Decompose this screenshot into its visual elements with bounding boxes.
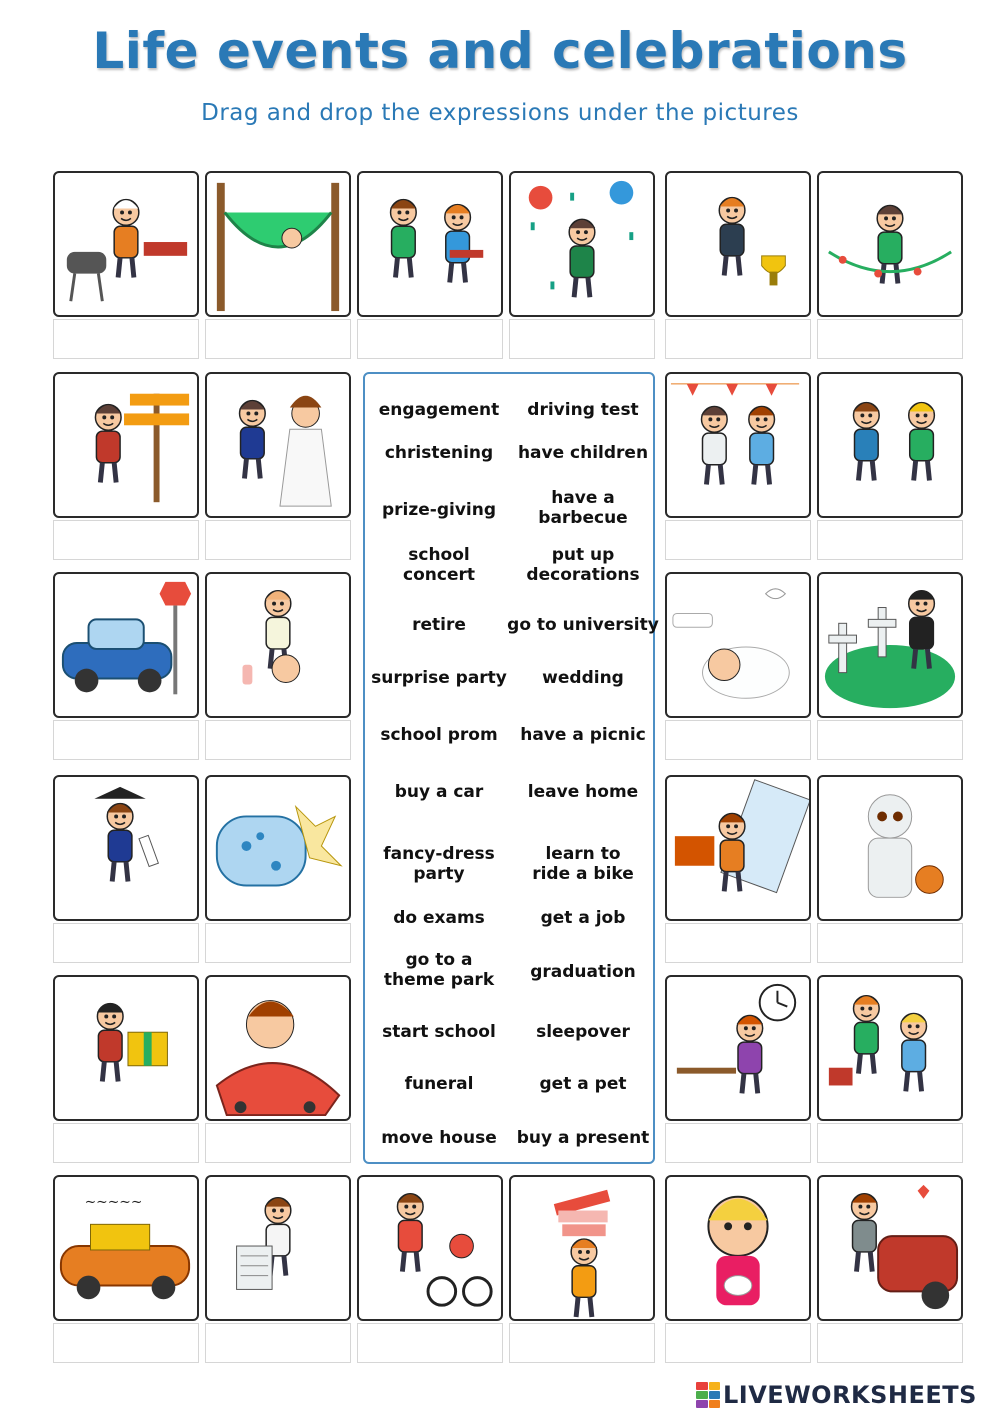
draggable-expression[interactable]: have a picnic	[520, 725, 646, 745]
draggable-expression[interactable]: leave home	[527, 782, 639, 802]
answer-drop-zone[interactable]	[665, 1323, 811, 1363]
answer-drop-zone[interactable]	[53, 1323, 199, 1363]
concert-icon	[359, 173, 501, 315]
draggable-expression[interactable]: have a barbecue	[538, 488, 628, 528]
proposal-icon	[819, 374, 961, 516]
picture-card	[817, 975, 963, 1121]
answer-drop-zone[interactable]	[509, 1323, 655, 1363]
picture-card	[205, 1175, 351, 1321]
draggable-expression[interactable]: retire	[412, 615, 466, 635]
pet-icon	[667, 1177, 809, 1319]
graduation-icon	[55, 777, 197, 919]
newspaper-job-icon	[207, 1177, 349, 1319]
answer-drop-zone[interactable]	[53, 319, 199, 359]
draggable-expression[interactable]: put up decorations	[526, 545, 640, 585]
theme-park-ride-icon	[207, 977, 349, 1119]
family-picnic-icon	[819, 977, 961, 1119]
answer-drop-zone[interactable]	[205, 720, 351, 760]
draggable-expression[interactable]: driving test	[527, 400, 639, 420]
answer-drop-zone[interactable]	[357, 1323, 503, 1363]
answer-drop-zone[interactable]	[665, 923, 811, 963]
wedding-couple-icon	[207, 374, 349, 516]
picture-card	[665, 1175, 811, 1321]
liveworksheets-icon	[696, 1382, 720, 1408]
picture-card	[817, 1175, 963, 1321]
picture-card	[817, 171, 963, 317]
answer-drop-zone[interactable]	[817, 720, 963, 760]
picture-card	[205, 372, 351, 518]
school-signpost-icon	[55, 374, 197, 516]
picture-card	[357, 1175, 503, 1321]
answer-drop-zone[interactable]	[817, 319, 963, 359]
answer-drop-zone[interactable]	[665, 319, 811, 359]
page-title: Life events and celebrations	[92, 22, 908, 80]
picture-card	[205, 171, 351, 317]
draggable-expression[interactable]: move house	[381, 1128, 497, 1148]
draggable-expression[interactable]: prize-giving	[381, 500, 497, 520]
prom-couple-icon	[667, 374, 809, 516]
draggable-expression[interactable]: buy a car	[394, 782, 484, 802]
picture-card	[817, 775, 963, 921]
decorations-icon	[819, 173, 961, 315]
draggable-expression[interactable]: graduation	[530, 962, 636, 982]
crying-baby-icon	[207, 574, 349, 716]
draggable-expression[interactable]: go to university	[507, 615, 659, 635]
answer-drop-zone[interactable]	[817, 1123, 963, 1163]
picture-card	[53, 775, 199, 921]
car-driving-icon	[55, 574, 197, 716]
picture-card	[665, 975, 811, 1121]
answer-drop-zone[interactable]	[817, 520, 963, 560]
mummy-costume-icon	[819, 777, 961, 919]
party-confetti-icon	[511, 173, 653, 315]
answer-drop-zone[interactable]	[205, 923, 351, 963]
picture-card	[53, 171, 199, 317]
draggable-expression[interactable]: funeral	[404, 1074, 474, 1094]
draggable-expression[interactable]: school concert	[403, 545, 475, 585]
hammock-icon	[207, 173, 349, 315]
picture-card	[665, 572, 811, 718]
draggable-expression[interactable]: buy a present	[516, 1128, 650, 1148]
draggable-expression[interactable]: engagement	[378, 400, 500, 420]
answer-drop-zone[interactable]	[357, 319, 503, 359]
answer-drop-zone[interactable]	[205, 1123, 351, 1163]
draggable-expression[interactable]: go to a theme park	[383, 950, 495, 990]
picture-card	[665, 372, 811, 518]
liveworksheets-name: LIVEWORKSHEETS	[723, 1381, 977, 1409]
picture-card	[357, 171, 503, 317]
page-subtitle: Drag and drop the expressions under the pictures	[201, 100, 799, 126]
barbecue-icon	[55, 173, 197, 315]
answer-drop-zone[interactable]	[817, 1323, 963, 1363]
picture-card	[509, 171, 655, 317]
answer-drop-zone[interactable]	[665, 520, 811, 560]
bike-lesson-icon	[359, 1177, 501, 1319]
picture-card	[53, 572, 199, 718]
picture-card	[53, 372, 199, 518]
draggable-expression[interactable]: get a job	[540, 908, 626, 928]
draggable-expression[interactable]: christening	[384, 443, 494, 463]
answer-drop-zone[interactable]	[53, 923, 199, 963]
answer-drop-zone[interactable]	[53, 720, 199, 760]
answer-drop-zone[interactable]	[509, 319, 655, 359]
draggable-expression[interactable]: wedding	[542, 668, 624, 688]
picture-card	[817, 572, 963, 718]
draggable-expression[interactable]: get a pet	[539, 1074, 627, 1094]
answer-drop-zone[interactable]	[665, 1123, 811, 1163]
funeral-icon	[819, 574, 961, 716]
picture-card	[205, 775, 351, 921]
picture-card	[665, 171, 811, 317]
start-school-icon	[511, 1177, 653, 1319]
draggable-expression[interactable]: school prom	[380, 725, 498, 745]
answer-drop-zone[interactable]	[53, 520, 199, 560]
trophy-icon	[667, 173, 809, 315]
exam-clock-icon	[667, 977, 809, 1119]
answer-drop-zone[interactable]	[205, 319, 351, 359]
answer-drop-zone[interactable]	[205, 520, 351, 560]
draggable-expression[interactable]: do exams	[393, 908, 485, 928]
college-car-icon	[55, 1177, 197, 1319]
draggable-expression[interactable]: start school	[382, 1022, 496, 1042]
word-bank	[363, 372, 659, 1164]
answer-drop-zone[interactable]	[53, 1123, 199, 1163]
svg-text:~~~~~: ~~~~~	[84, 1194, 143, 1211]
answer-drop-zone[interactable]	[665, 720, 811, 760]
answer-drop-zone[interactable]	[817, 923, 963, 963]
draggable-expression[interactable]: learn to ride a bike	[532, 844, 634, 884]
present-icon	[55, 977, 197, 1119]
picture-card	[53, 1175, 199, 1321]
draggable-expression[interactable]: have children	[517, 443, 649, 463]
picture-card	[53, 975, 199, 1121]
picture-card	[205, 572, 351, 718]
christening-icon	[667, 574, 809, 716]
picture-card	[509, 1175, 655, 1321]
picture-card	[205, 975, 351, 1121]
picture-card	[817, 372, 963, 518]
draggable-expression[interactable]: surprise party	[371, 668, 507, 688]
new-car-icon	[819, 1177, 961, 1319]
liveworksheets-logo	[696, 1378, 977, 1412]
picture-card	[665, 775, 811, 921]
draggable-expression[interactable]: sleepover	[536, 1022, 630, 1042]
pillow-icon	[207, 777, 349, 919]
answer-drop-zone[interactable]	[205, 1323, 351, 1363]
draggable-expression[interactable]: fancy-dress party	[383, 844, 495, 884]
moving-house-icon	[667, 777, 809, 919]
